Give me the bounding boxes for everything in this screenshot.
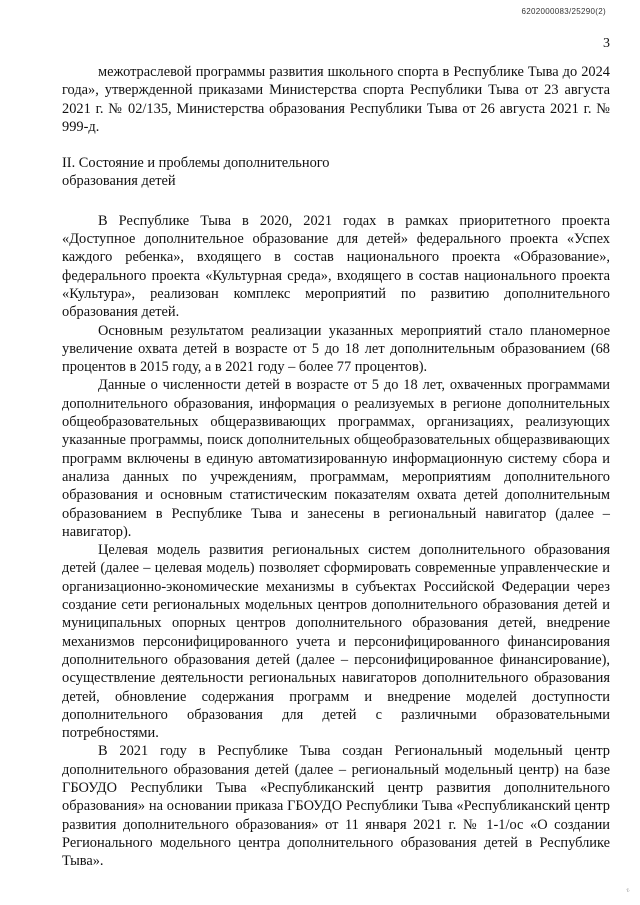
paragraph-1: В Республике Тыва в 2020, 2021 годах в рамках приоритетного проекта «Доступное дополнительное образование для детей» федерального проекта «Успех каждого ребенка», входящего в состав национального проекта «Образование», федерального проекта «Культурная среда», входящего в состав национального проекта «Культура», реализован комплекс мероприятий по развитию дополнительного образования детей. <box>62 212 610 321</box>
section-title-line-1: II. Состояние и проблемы дополнительного <box>62 155 330 172</box>
document-registration-number: 6202000083/25290(2) <box>521 7 606 16</box>
section-title <box>62 154 610 191</box>
paragraph-2: Основным результатом реализации указанных мероприятий стало планомерное увеличение охвата детей в возрасте от 5 до 18 лет дополнительным образованием (68 процентов в 2015 году, а в 2021 году – более 77 процентов). <box>62 322 610 376</box>
paragraph-intro-continuation: межотраслевой программы развития школьного спорта в Республике Тыва до 2024 года», утвержденной приказами Министерства спорта Республики Тыва от 23 августа 2021 г. № 02/135, Министерства образования Республики Тыва от 26 августа 2021 г. № 999-д. <box>62 64 610 135</box>
section-title-line-2: образования детей <box>62 173 176 190</box>
paragraph-5: В 2021 году в Республике Тыва создан Региональный модельный центр дополнительного образования детей (далее – региональный модельный центр) на базе ГБОУДО Республики Тыва «Республиканский центр развития дополнительного образования» на основании приказа ГБОУДО Республики Тыва «Республиканский центр развития дополнительного образования» от 11 января 2021 г. № 1-1/ос «О создании Регионального модельного центра дополнительного образования детей в Республике Тыва». <box>62 743 610 870</box>
paragraph-3: Данные о численности детей в возрасте от 5 до 18 лет, охваченных программами дополнительного образования, информация о реализуемых в регионе дополнительных общеобразовательных общеразвивающих программах, организациях, реализующих указанные программы, поиск дополнительных общеобразовательных общеразвивающих программ включены в единую автоматизированную информационную систему сбора и анализа данных по учреждениям, программам, мероприятиям дополнительного образования и основным статистическим показателям охвата детей дополнительным образованием в Республике Тыва и занесены в региональный навигатор (далее – навигатор). <box>62 377 610 540</box>
paragraph-4: Целевая модель развития региональных систем дополнительного образования детей (далее – целевая модель) позволяет сформировать современные управленческие и организационно-экономические механизмы в субъектах Российской Федерации через создание сети региональных модельных центров дополнительного образования детей и муниципальных опорных центров дополнительного образования детей, внедрение механизмов персонифицированного учета и персонифицированного финансирования дополнительного образования детей (далее – персонифицированное финансирование), осуществление деятельности региональных навигаторов дополнительного образования детей, обновление содержания программ и внедрение моделей доступности дополнительного образования для детей с различными образовательными потребностями. <box>62 542 610 742</box>
document-body <box>62 63 610 870</box>
scan-artifact-mark: ᶻ <box>625 885 632 898</box>
page-number: 3 <box>603 36 610 51</box>
